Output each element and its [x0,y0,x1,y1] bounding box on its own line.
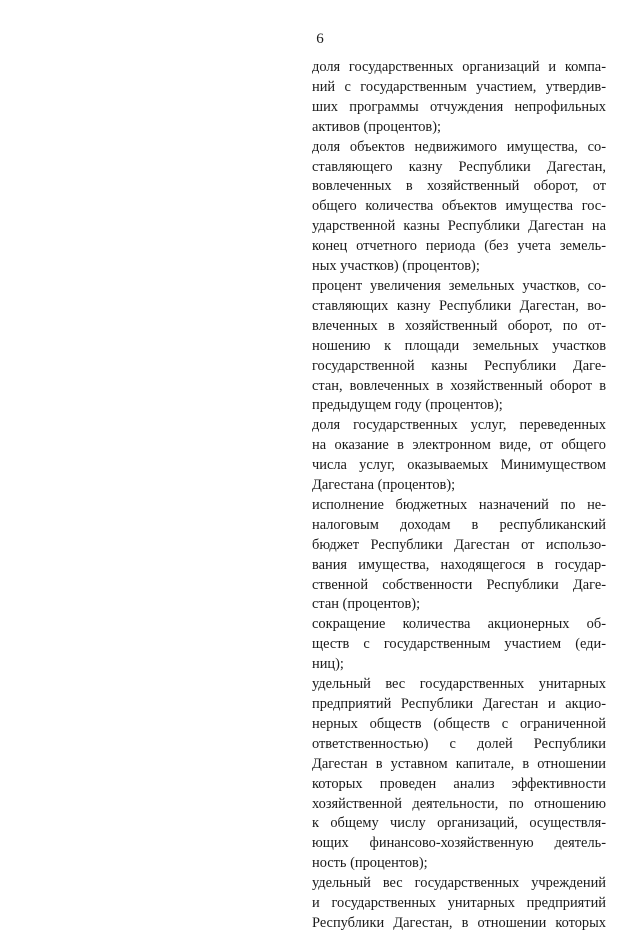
text-line: доля объектов недвижимого имущества, со- [312,138,606,155]
text-line: стан (процентов); [312,596,421,613]
text-line: удельный вес государственных унитарных [312,676,606,693]
text-line: хозяйственной деятельности, по отношению [312,795,606,812]
text-line: которых проведен анализ эффективности [312,775,606,792]
text-line: процент увеличения земельных участков, со- [312,277,606,294]
text-line: государственной казны Республики Даге- [312,357,606,374]
paragraph [312,277,606,416]
text-line: удельный вес государственных учреждений [312,875,606,892]
text-line: ниц); [312,656,344,673]
text-line: ных участков) (процентов); [312,258,480,275]
page-number: 6 [316,31,324,47]
paragraph [312,675,606,874]
text-line: предприятий Республики Дагестан и акцио- [312,696,606,712]
text-line: ставляющих казну Республики Дагестан, во- [312,297,606,314]
text-line: ющих финансово-хозяйственную деятель- [312,835,606,852]
text-line: Республики Дагестан, в отношении которых [312,914,606,931]
text-line: влеченных в хозяйственный оборот, по от- [312,317,606,334]
text-line: бюджет Республики Дагестан от использо- [312,536,606,553]
text-line: вовлеченных в хозяйственный оборот, от [312,178,606,195]
text-line: налоговым доходам в республиканский [312,516,606,533]
text-line: на оказание в электронном виде, от общего [312,437,606,454]
text-line: Дагестана (процентов); [312,477,456,494]
text-line: общего количества объектов имущества гос- [312,198,606,215]
text-line: Дагестан в уставном капитале, в отношении [312,755,606,772]
text-line: вания имущества, находящегося в государ- [312,556,606,573]
text-line: нерных обществ (обществ с ограниченной [312,715,606,732]
paragraph [312,58,606,138]
paragraph [312,874,606,934]
text-line: ударственной казны Республики Дагестан на [312,218,606,235]
text-line: ний с государственным участием, утвердив- [312,78,606,95]
text-line: предыдущем году (процентов); [312,397,503,414]
text-line: ставляющего казну Республики Дагестан, [312,158,606,175]
body-text [312,58,606,934]
text-line: числа услуг, оказываемых Минимуществом [312,457,606,474]
text-line: ществ с государственным участием (еди- [312,636,606,653]
text-line: стан, вовлеченных в хозяйственный оборот в [312,377,606,394]
paragraph [312,496,606,615]
text-line: доля государственных организаций и компа- [312,59,606,75]
text-line: к общему числу организаций, осуществля- [312,815,606,832]
text-line: ответственностью) с долей Республики [312,735,606,752]
paragraph [312,138,606,277]
text-line: сокращение количества акционерных об- [312,616,606,633]
text-line: ность (процентов); [312,855,428,872]
text-line: конец отчетного периода (без учета земель- [312,238,606,255]
text-line: исполнение бюджетных назначений по не- [312,496,606,513]
text-line: и государственных унитарных предприятий [312,895,606,912]
paragraph [312,615,606,675]
text-line: ношению к площади земельных участков [312,337,606,354]
text-line: активов (процентов); [312,118,442,135]
text-line: доля государственных услуг, переведенных [312,417,606,434]
text-line: ственной собственности Республики Даге- [312,576,606,593]
paragraph [312,416,606,496]
text-line: ших программы отчуждения непрофильных [312,98,606,115]
